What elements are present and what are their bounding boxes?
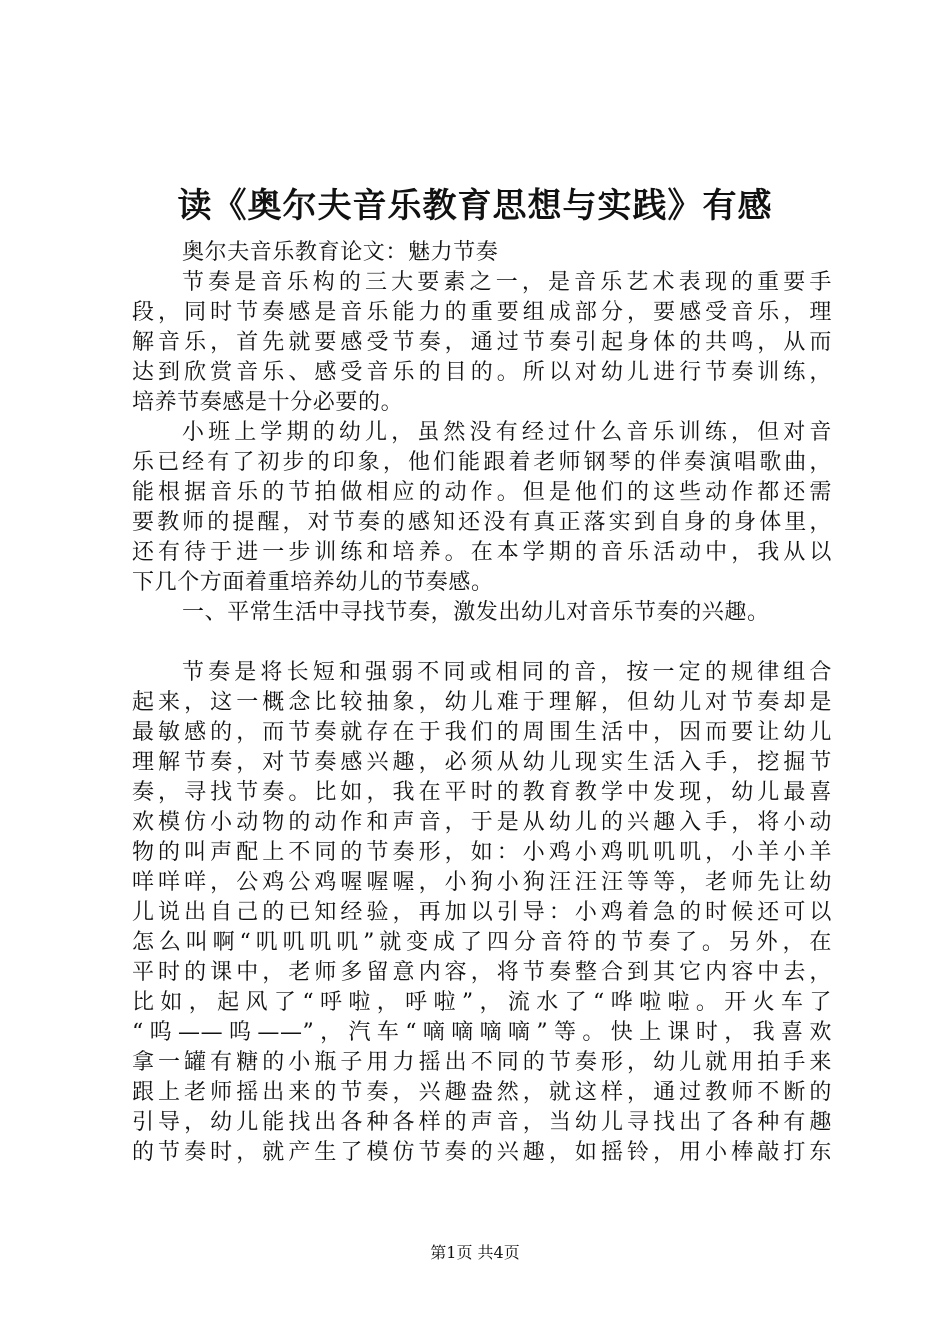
paragraph-line: 物的叫声配上不同的节奏形，如：小鸡小鸡叽叽叽，小羊小羊 (132, 840, 832, 865)
paragraph-line: 欢模仿小动物的动作和声音，于是从幼儿的兴趣入手，将小动 (132, 810, 832, 835)
paragraph-gap (132, 628, 832, 658)
paragraph-line: 引导，幼儿能找出各种各样的声音，当幼儿寻找出了各种有趣 (132, 1110, 832, 1135)
subtitle-line: 奥尔夫音乐教育论文：魅力节奏 (182, 240, 499, 265)
paragraph-line: 还有待于进一步训练和培养。在本学期的音乐活动中，我从以 (132, 540, 832, 565)
paragraph-line: 平时的课中，老师多留意内容，将节奏整合到其它内容中去， (132, 960, 832, 985)
paragraph-line: 乐已经有了初步的印象，他们能跟着老师钢琴的伴奏演唱歌曲， (132, 450, 832, 475)
paragraph-line: 小班上学期的幼儿，虽然没有经过什么音乐训练，但对音 (182, 420, 832, 445)
paragraph-line: 奏，寻找节奏。比如，我在平时的教育教学中发现，幼儿最喜 (132, 780, 832, 805)
paragraph-line: 节奏是将长短和强弱不同或相同的音，按一定的规律组合 (182, 660, 832, 685)
paragraph-line: 段，同时节奏感是音乐能力的重要组成部分，要感受音乐，理 (132, 300, 832, 325)
paragraph-line: 节奏是音乐构的三大要素之一，是音乐艺术表现的重要手 (182, 270, 832, 295)
paragraph-line: 跟上老师摇出来的节奏，兴趣盎然，就这样，通过教师不断的 (132, 1080, 832, 1105)
paragraph-line: 怎么叫啊“叽叽叽叽”就变成了四分音符的节奏了。另外，在 (132, 930, 832, 955)
paragraph-line: “呜——呜——”，汽车“嘀嘀嘀嘀”等。快上课时，我喜欢 (132, 1020, 832, 1045)
paragraph-line: 下几个方面着重培养幼儿的节奏感。 (132, 570, 494, 595)
paragraph-line: 解音乐，首先就要感受节奏，通过节奏引起身体的共鸣，从而 (132, 330, 832, 355)
paragraph-line: 的节奏时，就产生了模仿节奏的兴趣，如摇铃，用小棒敲打东 (132, 1140, 832, 1165)
paragraph-line: 儿说出自己的已知经验，再加以引导：小鸡着急的时候还可以 (132, 900, 832, 925)
paragraph-line: 拿一罐有糖的小瓶子用力摇出不同的节奏形，幼儿就用拍手来 (132, 1050, 832, 1075)
paragraph-line: 起来，这一概念比较抽象，幼儿难于理解，但幼儿对节奏却是 (132, 690, 832, 715)
body-text (132, 238, 832, 1168)
page-footer: 第1页 共4页 (430, 1243, 520, 1262)
paragraph-line: 达到欣赏音乐、感受音乐的目的。所以对幼儿进行节奏训练， (132, 360, 832, 385)
paragraph-line: 理解节奏，对节奏感兴趣，必须从幼儿现实生活入手，挖掘节 (132, 750, 832, 775)
paragraph-line: 要教师的提醒，对节奏的感知还没有真正落实到自身的身体里， (132, 510, 832, 535)
paragraph-line: 比如，起风了“呼啦，呼啦”，流水了“哗啦啦。开火车了 (132, 990, 832, 1015)
paragraph-line: 培养节奏感是十分必要的。 (132, 390, 404, 415)
paragraph-line: 能根据音乐的节拍做相应的动作。但是他们的这些动作都还需 (132, 480, 832, 505)
section-heading: 一、平常生活中寻找节奏，激发出幼儿对音乐节奏的兴趣。 (182, 600, 770, 625)
paragraph-line: 咩咩咩，公鸡公鸡喔喔喔，小狗小狗汪汪汪等等，老师先让幼 (132, 870, 832, 895)
page-title: 读《奥尔夫音乐教育思想与实践》有感 (177, 186, 773, 226)
paragraph-line: 最敏感的，而节奏就存在于我们的周围生活中，因而要让幼儿 (132, 720, 832, 745)
